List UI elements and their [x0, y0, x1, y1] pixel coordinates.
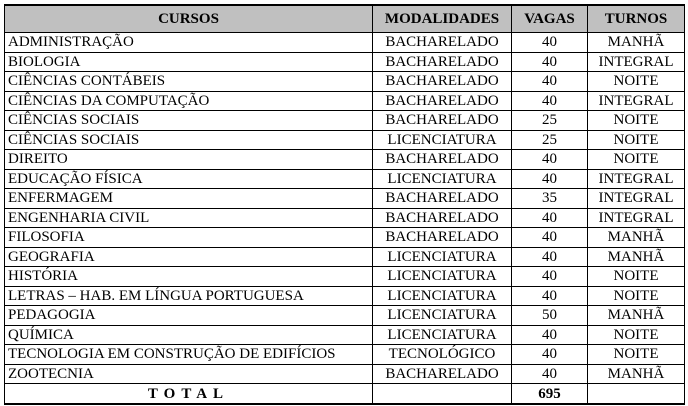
cell-modalidade: BACHARELADO	[373, 150, 512, 170]
table-row	[5, 364, 685, 384]
cell-turno: INTEGRAL	[588, 189, 685, 209]
cell-modalidade: BACHARELADO	[373, 33, 512, 53]
total-vagas: 695	[512, 384, 588, 405]
cell-vagas: 35	[512, 189, 588, 209]
cell-turno: INTEGRAL	[588, 91, 685, 111]
cell-modalidade: LICENCIATURA	[373, 267, 512, 287]
cell-curso: DIREITO	[5, 150, 373, 170]
cell-modalidade: BACHARELADO	[373, 208, 512, 228]
cell-vagas: 40	[512, 228, 588, 248]
cell-turno: NOITE	[588, 325, 685, 345]
cell-vagas: 40	[512, 286, 588, 306]
cell-curso: ZOOTECNIA	[5, 364, 373, 384]
cell-modalidade: LICENCIATURA	[373, 325, 512, 345]
cell-curso: CIÊNCIAS DA COMPUTAÇÃO	[5, 91, 373, 111]
table-row	[5, 130, 685, 150]
cell-vagas: 50	[512, 306, 588, 326]
cell-vagas: 25	[512, 111, 588, 131]
cell-modalidade: TECNOLÓGICO	[373, 345, 512, 365]
cell-vagas: 25	[512, 130, 588, 150]
cell-curso: QUÍMICA	[5, 325, 373, 345]
table-body	[5, 33, 685, 384]
total-turno-empty	[588, 384, 685, 405]
table-row	[5, 189, 685, 209]
cell-modalidade: BACHARELADO	[373, 72, 512, 92]
table-header	[5, 5, 685, 33]
cell-curso: CIÊNCIAS SOCIAIS	[5, 111, 373, 131]
cell-modalidade: LICENCIATURA	[373, 169, 512, 189]
cell-vagas: 40	[512, 33, 588, 53]
cell-modalidade: LICENCIATURA	[373, 130, 512, 150]
header-cursos: CURSOS	[5, 5, 373, 33]
header-row	[5, 5, 685, 33]
cell-turno: INTEGRAL	[588, 52, 685, 72]
cell-modalidade: LICENCIATURA	[373, 247, 512, 267]
cell-vagas: 40	[512, 169, 588, 189]
cell-turno: MANHÃ	[588, 306, 685, 326]
cell-vagas: 40	[512, 72, 588, 92]
table-row	[5, 72, 685, 92]
cell-turno: MANHÃ	[588, 228, 685, 248]
table-row	[5, 325, 685, 345]
table-row	[5, 91, 685, 111]
cell-vagas: 40	[512, 208, 588, 228]
cell-curso: ADMINISTRAÇÃO	[5, 33, 373, 53]
cell-curso: PEDAGOGIA	[5, 306, 373, 326]
cell-modalidade: LICENCIATURA	[373, 306, 512, 326]
table-row	[5, 306, 685, 326]
cell-curso: EDUCAÇÃO FÍSICA	[5, 169, 373, 189]
cell-turno: NOITE	[588, 130, 685, 150]
cell-modalidade: BACHARELADO	[373, 91, 512, 111]
cell-turno: NOITE	[588, 72, 685, 92]
table-row	[5, 208, 685, 228]
cell-turno: NOITE	[588, 345, 685, 365]
cell-turno: MANHÃ	[588, 247, 685, 267]
cell-curso: ENGENHARIA CIVIL	[5, 208, 373, 228]
table-row	[5, 52, 685, 72]
cell-vagas: 40	[512, 345, 588, 365]
cell-curso: BIOLOGIA	[5, 52, 373, 72]
cell-turno: INTEGRAL	[588, 208, 685, 228]
total-modalidade-empty	[373, 384, 512, 405]
header-vagas: VAGAS	[512, 5, 588, 33]
courses-table	[4, 4, 685, 405]
table-row	[5, 111, 685, 131]
cell-vagas: 40	[512, 247, 588, 267]
cell-modalidade: BACHARELADO	[373, 111, 512, 131]
cell-vagas: 40	[512, 150, 588, 170]
cell-modalidade: LICENCIATURA	[373, 286, 512, 306]
cell-vagas: 40	[512, 52, 588, 72]
table-row	[5, 33, 685, 53]
table-row	[5, 267, 685, 287]
cell-turno: MANHÃ	[588, 33, 685, 53]
table-row	[5, 247, 685, 267]
cell-modalidade: BACHARELADO	[373, 228, 512, 248]
cell-vagas: 40	[512, 267, 588, 287]
cell-curso: CIÊNCIAS SOCIAIS	[5, 130, 373, 150]
cell-curso: TECNOLOGIA EM CONSTRUÇÃO DE EDIFÍCIOS	[5, 345, 373, 365]
table-row	[5, 150, 685, 170]
cell-modalidade: BACHARELADO	[373, 52, 512, 72]
cell-curso: CIÊNCIAS CONTÁBEIS	[5, 72, 373, 92]
cell-modalidade: BACHARELADO	[373, 364, 512, 384]
courses-table-container	[4, 4, 685, 405]
table-row	[5, 286, 685, 306]
cell-modalidade: BACHARELADO	[373, 189, 512, 209]
cell-curso: FILOSOFIA	[5, 228, 373, 248]
table-row	[5, 169, 685, 189]
cell-vagas: 40	[512, 364, 588, 384]
total-row	[5, 384, 685, 405]
header-turnos: TURNOS	[588, 5, 685, 33]
cell-curso: GEOGRAFIA	[5, 247, 373, 267]
header-modalidades: MODALIDADES	[373, 5, 512, 33]
cell-vagas: 40	[512, 91, 588, 111]
cell-turno: NOITE	[588, 150, 685, 170]
cell-turno: MANHÃ	[588, 364, 685, 384]
table-row	[5, 345, 685, 365]
cell-turno: NOITE	[588, 267, 685, 287]
cell-turno: NOITE	[588, 111, 685, 131]
cell-turno: INTEGRAL	[588, 169, 685, 189]
cell-vagas: 40	[512, 325, 588, 345]
table-row	[5, 228, 685, 248]
cell-curso: LETRAS – HAB. EM LÍNGUA PORTUGUESA	[5, 286, 373, 306]
cell-curso: HISTÓRIA	[5, 267, 373, 287]
total-label: TOTAL	[5, 384, 373, 405]
table-footer	[5, 384, 685, 405]
cell-curso: ENFERMAGEM	[5, 189, 373, 209]
cell-turno: NOITE	[588, 286, 685, 306]
